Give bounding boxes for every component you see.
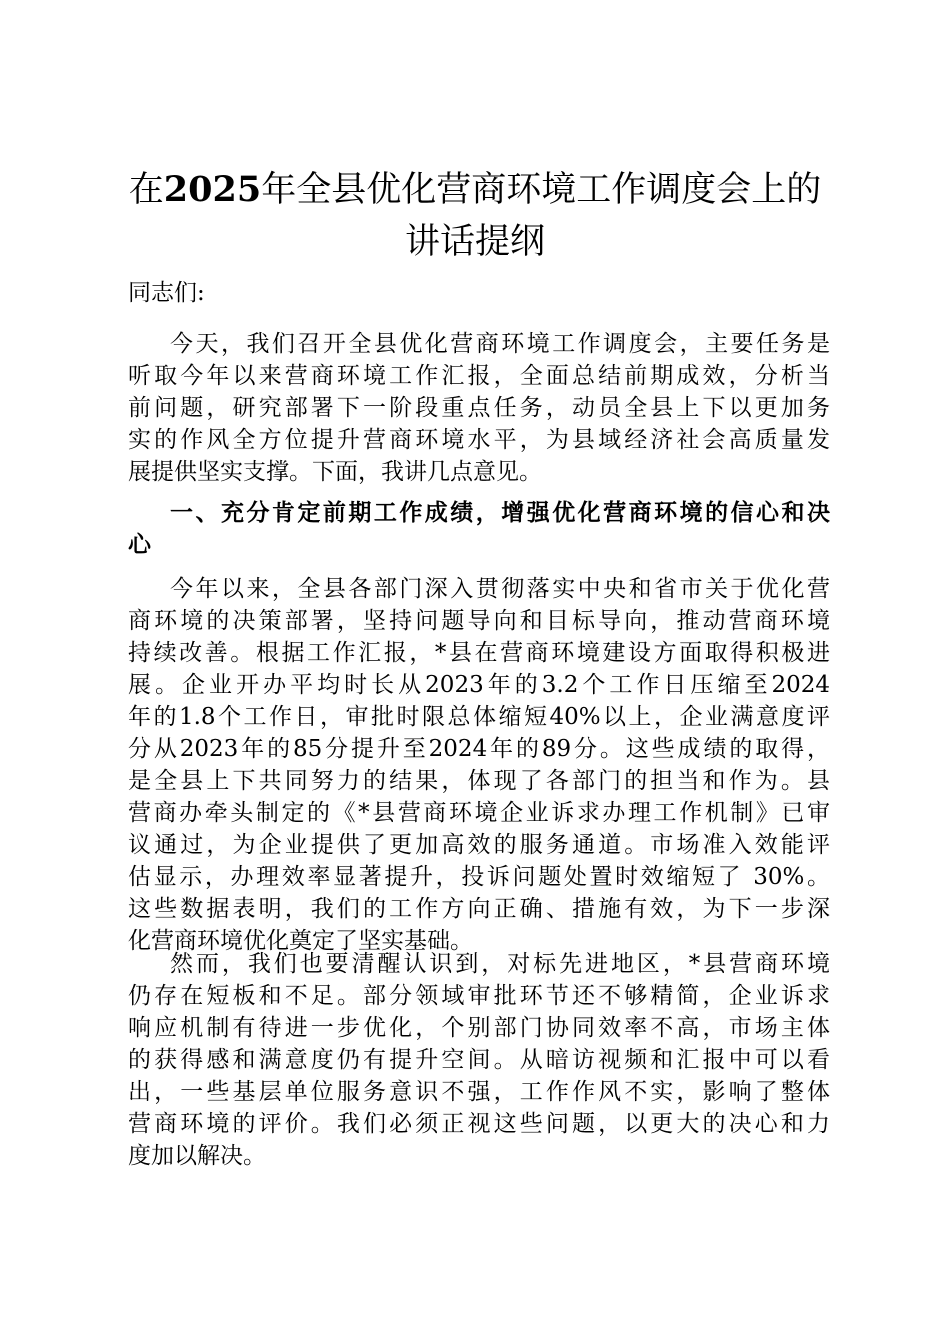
text-line: 化营商环境优化奠定了坚实基础。 — [128, 928, 473, 954]
text-line: 前问题，研究部署下一阶段重点任务，动员全县上下以更加务 — [128, 395, 830, 421]
text-line: 展提供坚实支撑。下面，我讲几点意见。 — [128, 459, 542, 485]
text-line: 营商办牵头制定的《*县营商环境企业诉求办理工作机制》已审 — [128, 800, 830, 826]
text-line: 这些数据表明，我们的工作方向正确、措施有效，为下一步深 — [128, 896, 830, 922]
text-line: 是全县上下共同努力的结果，体现了各部门的担当和作为。县 — [128, 768, 830, 794]
text-line: 度加以解决。 — [128, 1143, 266, 1169]
title-prefix: 在 — [128, 170, 164, 210]
text-line: 今天，我们召开全县优化营商环境工作调度会，主要任务是 — [170, 331, 830, 357]
text-line: 估显示，办理效率显著提升，投诉问题处置时效缩短了 30%。 — [128, 864, 830, 890]
text-line: 听取今年以来营商环境工作汇报，全面总结前期成效，分析当 — [128, 363, 830, 389]
text-line: 年的1.8个工作日，审批时限总体缩短40%以上，企业满意度评 — [128, 704, 830, 730]
text-line: 分从2023年的85分提升至2024年的89分。这些成绩的取得， — [128, 736, 830, 762]
title-year: 2025 — [163, 169, 262, 210]
intro-paragraph — [128, 328, 830, 488]
heading-line: 一、充分肯定前期工作成绩，增强优化营商环境的信心和决 — [170, 500, 830, 526]
text-line: 营商环境的评价。我们必须正视这些问题，以更大的决心和力 — [128, 1111, 830, 1137]
text-line: 仍存在短板和不足。部分领域审批环节还不够精简，企业诉求 — [128, 983, 830, 1009]
text-line: 的获得感和满意度仍有提升空间。从暗访视频和汇报中可以看 — [128, 1047, 830, 1073]
section-1-paragraph-2 — [128, 948, 830, 1172]
section-1-paragraph-1 — [128, 573, 830, 957]
document-title-line-1 — [100, 166, 850, 214]
salutation: 同志们: — [128, 280, 205, 306]
text-line: 展。企业开办平均时长从2023年的3.2个工作日压缩至2024 — [128, 672, 830, 698]
title-suffix: 年全县优化营商环境工作调度会上的 — [261, 170, 822, 210]
text-line: 然而，我们也要清醒认识到，对标先进地区，*县营商环境 — [170, 951, 830, 977]
text-line: 持续改善。根据工作汇报，*县在营商环境建设方面取得积极进 — [128, 640, 830, 666]
text-line: 议通过，为企业提供了更加高效的服务通道。市场准入效能评 — [128, 832, 830, 858]
text-line: 响应机制有待进一步优化，个别部门协同效率不高，市场主体 — [128, 1015, 830, 1041]
text-line: 今年以来，全县各部门深入贯彻落实中央和省市关于优化营 — [170, 576, 830, 602]
text-line: 实的作风全方位提升营商环境水平，为县域经济社会高质量发 — [128, 427, 830, 453]
text-line: 出，一些基层单位服务意识不强，工作作风不实，影响了整体 — [128, 1079, 830, 1105]
section-1-heading — [128, 497, 830, 561]
text-line: 商环境的决策部署，坚持问题导向和目标导向，推动营商环境 — [128, 608, 830, 634]
document-title-line-2: 讲话提纲 — [404, 222, 545, 262]
heading-line: 心 — [128, 532, 151, 558]
